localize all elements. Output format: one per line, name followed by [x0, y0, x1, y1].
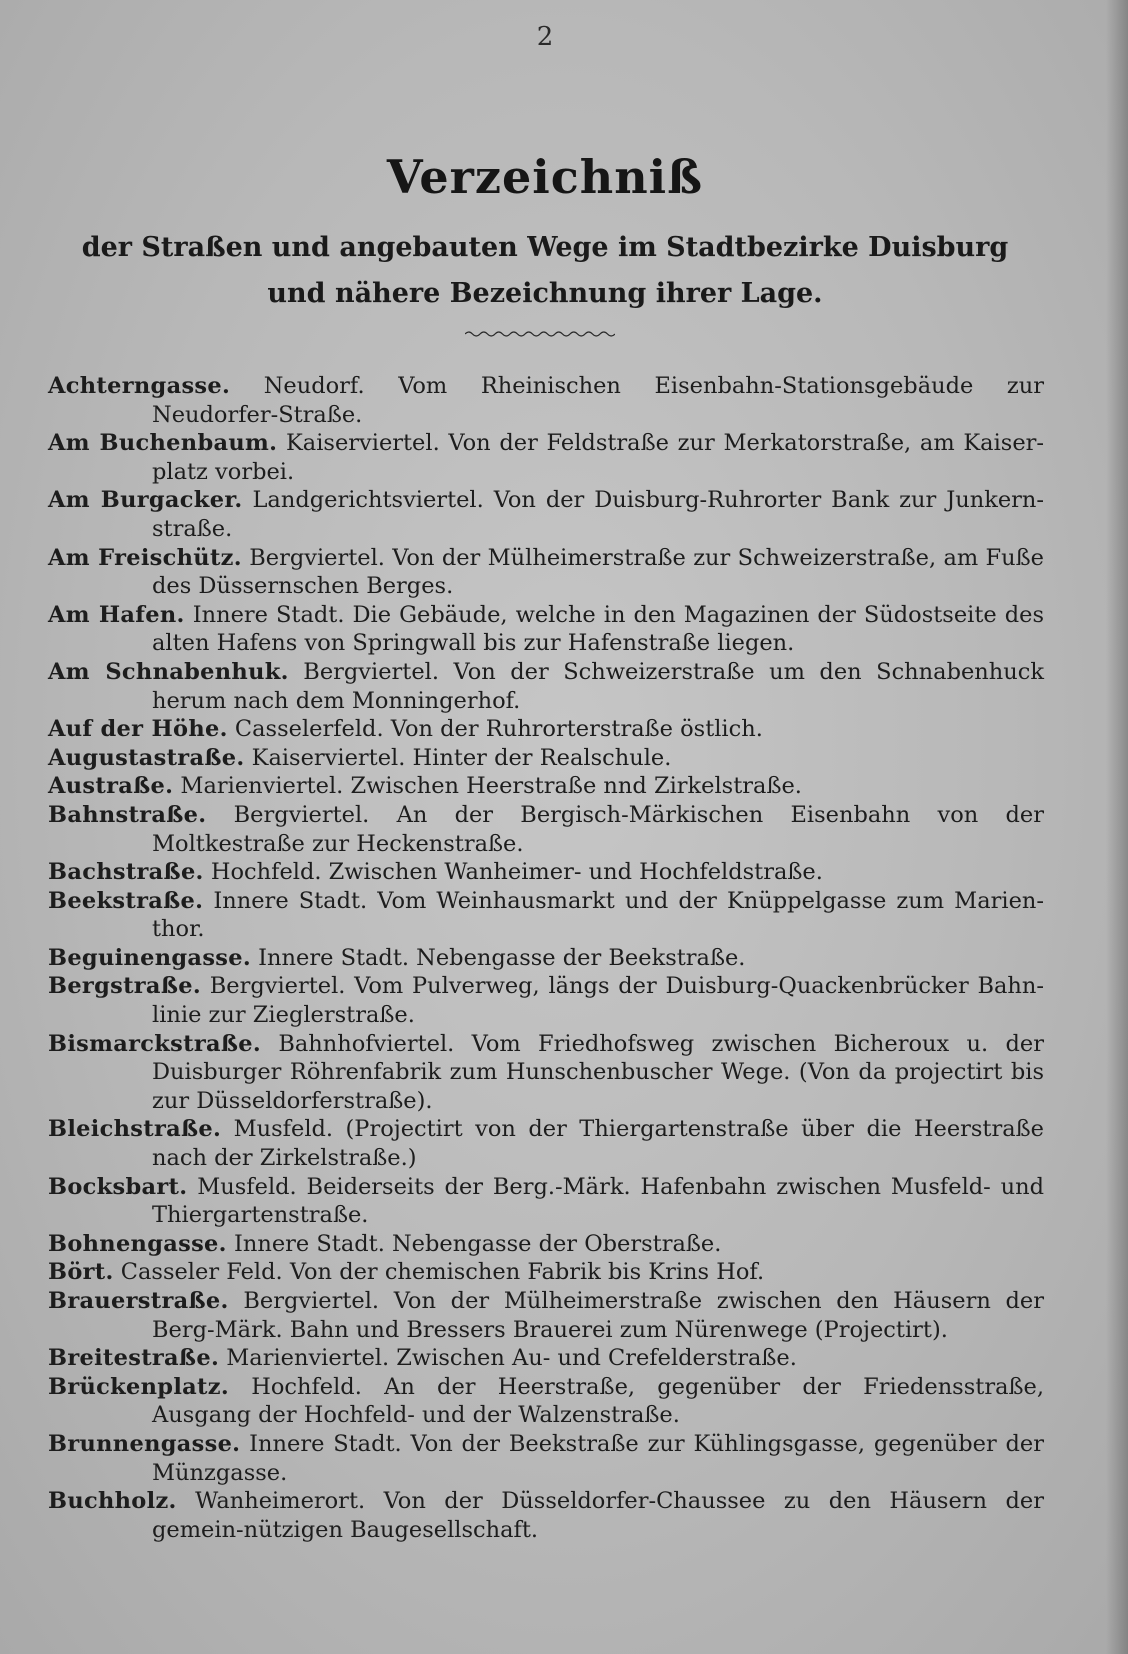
street-name: Brunnengasse.: [48, 1430, 241, 1457]
street-name: Augustastraße.: [48, 744, 245, 771]
street-description: Casselerfeld. Von der Ruhrorterstraße östlich.: [234, 716, 763, 743]
directory-entry: [48, 887, 1044, 944]
street-name: Bismarckstraße.: [48, 1030, 261, 1057]
directory-entry: [48, 1030, 1044, 1116]
street-description: Innere Stadt. Von der Beekstraße zur Kühlingsgasse, gegenüber der Münzgasse.: [152, 1430, 1045, 1486]
street-description: Musfeld. Beiderseits der Berg.-Märk. Hafenbahn zwischen Musfeld- und Thiergartenstraße.: [152, 1173, 1044, 1229]
street-name: Austraße.: [48, 773, 174, 800]
street-name: Bört.: [48, 1259, 114, 1286]
street-description: Bergviertel. Von der Mülheimerstraße zwischen den Häusern der Berg-Märk. Bahn und Bressers Brauerei zum Nürenwege (Projectirt).: [152, 1288, 1045, 1343]
street-name: Am Hafen.: [48, 601, 185, 628]
directory-entry: [48, 1230, 1044, 1259]
street-description: Wanheimerort. Von der Düsseldorfer-Chaussee zu den Häusern der gemein-nützigen Baugesellschaft.: [152, 1488, 1044, 1543]
street-name: Breitestraße.: [48, 1345, 220, 1372]
street-description: Kaiserviertel. Hinter der Realschule.: [251, 744, 672, 771]
street-description: Marienviertel. Zwischen Heerstraße nnd Zirkelstraße.: [180, 773, 802, 800]
directory-entry: [48, 1115, 1044, 1172]
street-description: Bahnhofviertel. Vom Friedhofsweg zwischen Bicheroux u. der Duisburger Röhrenfabrik zum Hunschenbuscher Wege. (Von da projectirt bis zur Düsseldorferstraße).: [152, 1030, 1044, 1114]
street-name: Brückenplatz.: [48, 1373, 229, 1400]
street-description: Hochfeld. Zwischen Wanheimer- und Hochfeldstraße.: [210, 859, 823, 886]
directory-entry: [48, 658, 1044, 715]
street-description: Bergviertel. An der Bergisch-Märkischen Eisenbahn von der Moltkestraße zur Heckenstraße.: [152, 801, 1044, 857]
street-name: Bergstraße.: [48, 973, 201, 1000]
directory-entry: [48, 944, 1044, 973]
street-name: Achterngasse.: [48, 373, 231, 399]
street-description: Musfeld. (Projectirt von der Thiergartenstraße über die Heerstraße nach der Zirkelstraße.): [152, 1116, 1044, 1172]
street-name: Bachstraße.: [48, 859, 204, 886]
street-description: Bergviertel. Von der Schweizerstraße um den Schnabenhuck herum nach dem Monningerhof.: [152, 658, 1045, 714]
street-name: Am Buchenbaum.: [48, 430, 278, 457]
page-title: Verzeichniß: [386, 150, 704, 204]
page-number: 2: [536, 22, 554, 52]
directory-entry: [48, 429, 1044, 486]
street-name: Brauerstraße.: [48, 1288, 229, 1314]
directory-entry: [48, 372, 1044, 429]
page-subtitle: der Straßen und angebauten Wege im Stadtbezirke Duisburg und nähere Bezeichnung ihrer Lage.: [81, 232, 1009, 309]
street-name: Beguinengasse.: [48, 944, 251, 971]
directory-entry: [48, 1487, 1044, 1544]
street-name: Am Schnabenhuk.: [48, 658, 289, 685]
directory-entry: [48, 544, 1044, 601]
page-edge-shadow: [1106, 0, 1128, 1654]
directory-entry: [48, 1373, 1044, 1430]
street-name: Buchholz.: [48, 1488, 177, 1515]
street-description: Innere Stadt. Vom Weinhausmarkt und der Knüppelgasse zum Marien-thor.: [152, 887, 1044, 943]
street-description: Bergviertel. Von der Mülheimerstraße zur Schweizerstraße, am Fuße des Düssernschen Berges.: [152, 544, 1044, 600]
directory-entry: [48, 1287, 1044, 1344]
street-directory-list: [48, 372, 1044, 1544]
directory-entry: [48, 744, 1044, 773]
street-description: Innere Stadt. Die Gebäude, welche in den Magazinen der Südostseite des alten Hafens von Springwall bis zur Hafenstraße liegen.: [152, 601, 1044, 657]
street-description: Casseler Feld. Von der chemischen Fabrik bis Krins Hof.: [120, 1259, 765, 1286]
street-name: Am Freischütz.: [48, 544, 242, 571]
street-name: Am Burgacker.: [48, 487, 243, 514]
directory-entry: [48, 801, 1044, 858]
street-description: Marienviertel. Zwischen Au- und Crefelderstraße.: [226, 1345, 797, 1372]
decorative-wavy-rule: [465, 330, 615, 338]
directory-entry: [48, 772, 1044, 801]
street-name: Beekstraße.: [48, 887, 204, 914]
directory-entry: [48, 1173, 1044, 1230]
directory-entry: [48, 486, 1044, 543]
street-description: Innere Stadt. Nebengasse der Oberstraße.: [233, 1230, 722, 1257]
directory-entry: [48, 1258, 1044, 1287]
directory-entry: [48, 972, 1044, 1029]
directory-entry: [48, 1430, 1044, 1487]
street-description: Bergviertel. Vom Pulverweg, längs der Duisburg-Quackenbrücker Bahn-linie zur Zieglerstraße.: [152, 973, 1044, 1029]
street-description: Neudorf. Vom Rheinischen Eisenbahn-Stationsgebäude zur Neudorfer-Straße.: [152, 373, 1044, 428]
directory-entry: [48, 601, 1044, 658]
street-name: Bohnengasse.: [48, 1230, 227, 1257]
street-name: Bahnstraße.: [48, 801, 207, 828]
street-description: Landgerichtsviertel. Von der Duisburg-Ruhrorter Bank zur Junkern-straße.: [152, 487, 1045, 542]
street-description: Hochfeld. An der Heerstraße, gegenüber der Friedensstraße, Ausgang der Hochfeld- und der Walzenstraße.: [152, 1373, 1044, 1429]
street-description: Kaiserviertel. Von der Feldstraße zur Merkatorstraße, am Kaiser-platz vorbei.: [152, 430, 1045, 485]
street-name: Bocksbart.: [48, 1173, 188, 1200]
street-name: Auf der Höhe.: [48, 716, 228, 743]
street-description: Innere Stadt. Nebengasse der Beekstraße.: [258, 944, 746, 971]
directory-entry: [48, 715, 1044, 744]
directory-entry: [48, 858, 1044, 887]
directory-entry: [48, 1344, 1044, 1373]
street-name: Bleichstraße.: [48, 1116, 222, 1143]
